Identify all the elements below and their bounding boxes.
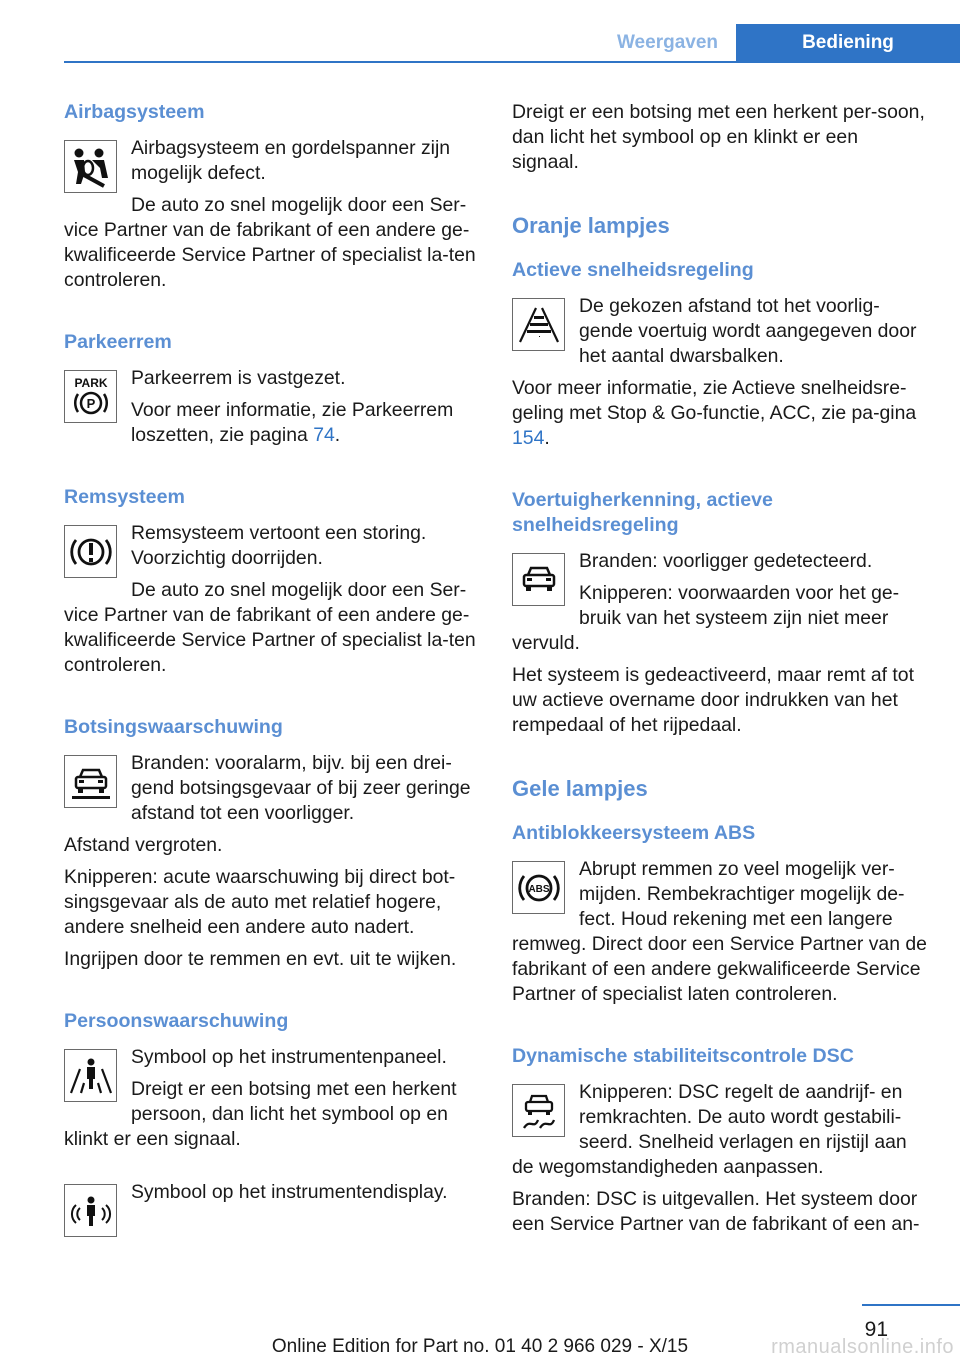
herkenning-text-2b: vervuld.: [512, 632, 580, 654]
entry-persoon-display: [64, 1180, 482, 1238]
heading-oranje-lampjes: Oranje lampjes: [512, 213, 670, 238]
botsing-text-4: Ingrijpen door te remmen en evt. uit te wijken.: [64, 948, 457, 970]
acc-text-1: De gekozen afstand tot het voorlig-gende voertuig wordt aangegeven door het aantal dwarsbalken.: [579, 295, 917, 367]
airbag-text-1: Airbagsysteem en gordelspanner zijn mogelijk defect.: [131, 137, 451, 184]
heading-persoonswaarschuwing: Persoonswaarschuwing: [64, 1010, 289, 1032]
right-intro: Dreigt er een botsing met een herkent per-soon, dan licht het symbool op en klinkt er een signaal.: [512, 101, 925, 173]
park-icon-label: PARK: [73, 375, 108, 390]
watermark: rmanualsonline.info: [771, 1336, 954, 1358]
entry-acc: [512, 294, 930, 369]
abs-icon: [512, 861, 565, 914]
page-number-rule: [862, 1304, 960, 1306]
acc-text-2: Voor meer informatie, zie Actieve snelheidsre-geling met Stop & Go-functie, ACC, zie pa-gina 154.: [512, 377, 917, 449]
entry-persoon-paneel: [64, 1045, 482, 1127]
pedestrian-display-icon: [64, 1184, 117, 1237]
abs-icon-label: ABS: [527, 883, 550, 895]
remsysteem-text-2a: De auto zo snel mogelijk door een Ser-: [131, 579, 467, 601]
airbag-text-2a: De auto zo snel mogelijk door een Ser-: [131, 194, 467, 216]
persoon-text-1: Symbool op het instrumentenpaneel.: [131, 1046, 447, 1068]
dsc-text-1b: de wegomstandigheden aanpassen.: [512, 1156, 824, 1178]
tab-weergaven[interactable]: Weergaven: [616, 32, 718, 53]
heading-abs: Antiblokkeersysteem ABS: [512, 822, 756, 844]
herkenning-text-3: Het systeem is gedeactiveerd, maar remt af tot uw actieve overname door indrukken van het rempedaal of het rijpedaal.: [512, 664, 914, 736]
page-number: 91: [864, 1318, 888, 1341]
remsysteem-text-1: Remsysteem vertoont een storing. Voorzichtig doorrijden.: [131, 522, 427, 569]
entry-dsc: [512, 1080, 930, 1155]
heading-dsc: Dynamische stabiliteitscontrole DSC: [512, 1045, 854, 1067]
pedestrian-warning-icon: [64, 1049, 117, 1102]
edition-footer: Online Edition for Part no. 01 40 2 966 029 - X/15: [271, 1336, 689, 1357]
botsing-text-1: Branden: vooralarm, bijv. bij een drei-gend botsingsgevaar of bij zeer geringe afstand tot een voorligger.: [131, 752, 471, 824]
vehicle-detected-icon: [512, 553, 565, 606]
heading-remsysteem: Remsysteem: [64, 486, 185, 508]
persoon-text-2a: Dreigt er een botsing met een herkent persoon, dan licht het symbool op en: [131, 1078, 457, 1125]
parkeerrem-text-1: Parkeerrem is vastgezet.: [131, 367, 346, 389]
collision-warning-car-icon: [64, 755, 117, 808]
chapter-tabs: [599, 24, 960, 61]
dsc-text-2: Branden: DSC is uitgevallen. Het systeem door een Service Partner van de fabrikant of een an-: [512, 1188, 920, 1235]
left-column: [64, 100, 482, 1238]
botsing-text-3: Knipperen: acute waarschuwing bij direct bot-singsgevaar als de auto met relatief hogere, andere snelheid een andere auto nadert.: [64, 866, 456, 938]
heading-airbagsysteem: Airbagsysteem: [64, 101, 205, 123]
heading-actieve-snelheidsregeling: Actieve snelheidsregeling: [512, 259, 754, 281]
heading-gele-lampjes: Gele lampjes: [512, 776, 648, 801]
remsysteem-text-2b: vice Partner van de fabrikant of een andere ge-kwalificeerde Service Partner of specialist la-ten controleren.: [64, 604, 476, 676]
tab-bediening[interactable]: Bediening: [736, 24, 960, 61]
entry-airbag: [64, 136, 482, 218]
park-icon-p: P: [86, 395, 95, 411]
entry-abs: [512, 857, 930, 932]
heading-voertuigherkenning: Voertuigherkenning, actieve snelheidsregeling: [512, 489, 773, 536]
park-brake-icon: [64, 370, 117, 423]
entry-remsysteem: [64, 521, 482, 603]
abs-text-1b: remweg. Direct door een Service Partner van de fabrikant of een andere gekwalificeerde Service Partner of specialist laten controleren.: [512, 933, 927, 1005]
dsc-skid-icon: [512, 1084, 565, 1137]
airbag-text-2b: vice Partner van de fabrikant of een andere ge-kwalificeerde Service Partner of specialist la-ten controleren.: [64, 219, 476, 291]
persoon-text-2b: klinkt er een signaal.: [64, 1128, 241, 1150]
parkeerrem-text-2: Voor meer informatie, zie Parkeerrem loszetten, zie pagina 74.: [131, 399, 454, 446]
page-link-74[interactable]: 74: [313, 424, 335, 446]
heading-parkeerrem: Parkeerrem: [64, 331, 172, 353]
herkenning-text-2a: Knipperen: voorwaarden voor het ge-bruik van het systeem zijn niet meer: [579, 582, 900, 629]
heading-botsingswaarschuwing: Botsingswaarschuwing: [64, 716, 283, 738]
herkenning-text-1: Branden: voorligger gedetecteerd.: [579, 550, 873, 572]
persoon-text-3: Symbool op het instrumentendisplay.: [131, 1181, 448, 1203]
dsc-text-1a: Knipperen: DSC regelt de aandrijf- en remkrachten. De auto wordt gestabili-seerd. Snelheid verlagen en rijstijl aan: [579, 1081, 907, 1153]
brake-warning-icon: [64, 525, 117, 578]
entry-botsing: [64, 751, 482, 826]
airbag-icon: [64, 140, 117, 193]
page-link-154[interactable]: 154: [512, 427, 545, 449]
botsing-text-2: Afstand vergroten.: [64, 834, 223, 856]
abs-text-1a: Abrupt remmen zo veel mogelijk ver-mijden. Rembekrachtiger mogelijk de-fect. Houd rekening met een langere: [579, 858, 905, 930]
distance-bars-icon: [512, 298, 565, 351]
entry-herkenning: [512, 549, 930, 631]
header-rule: [64, 61, 960, 63]
right-column: [512, 100, 930, 1237]
entry-parkeerrem: [64, 366, 482, 448]
